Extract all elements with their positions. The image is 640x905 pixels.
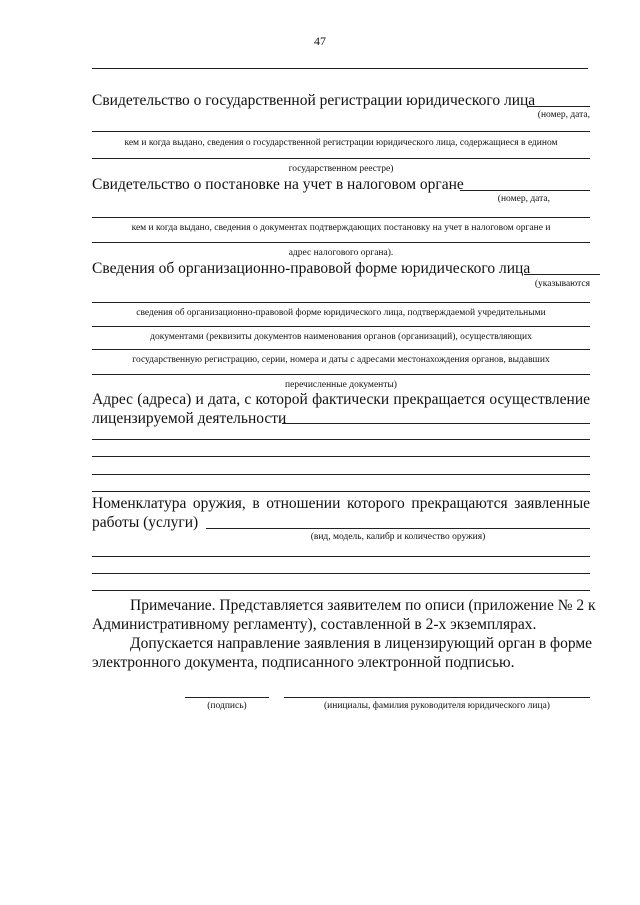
registration-hint-3: государственном реестре) [288, 164, 394, 174]
org-form-line-4[interactable] [92, 349, 590, 350]
weapons-field-line-1[interactable] [206, 528, 590, 529]
tax-label: Свидетельство о постановке на учет в налоговом органе [92, 176, 464, 193]
tax-hint-2: кем и когда выдано, сведения о документах подтверждающих постановку на учет в налоговом органе и [131, 223, 551, 233]
note-p1-line-1: Примечание. Представляется заявителем по описи (приложение № 2 к [130, 597, 596, 614]
org-form-hint-3: документами (реквизиты документов наименования органов (организаций), осуществляющих [150, 332, 532, 342]
weapons-line-1: Номенклатура оружия, в отношении которого прекращаются заявленные [92, 495, 590, 512]
note-p1-line-2: Административному регламенту), составленной в 2-х экземплярах. [92, 616, 537, 633]
org-form-line-5[interactable] [92, 374, 590, 375]
weapons-field-line-3[interactable] [92, 573, 590, 574]
page-number: 47 [314, 34, 326, 48]
address-field-line-4[interactable] [92, 474, 590, 475]
registration-line-3[interactable] [92, 158, 590, 159]
tax-hint-1: (номер, дата, [497, 194, 550, 204]
tax-hint-3: адрес налогового органа). [288, 248, 394, 258]
org-form-hint-2: сведения об организационно-правовой форме юридического лица, подтверждаемой учредительными [136, 308, 546, 318]
tax-line-3[interactable] [92, 242, 590, 243]
address-field-line-1[interactable] [282, 423, 590, 424]
weapons-line-2: работы (услуги) [92, 514, 199, 531]
tax-field-line[interactable] [460, 190, 590, 191]
registration-line-2[interactable] [92, 131, 590, 132]
note-p2-line-2: электронного документа, подписанного электронной подписью. [92, 654, 515, 671]
org-form-hint-1: (указываются [534, 279, 590, 289]
org-form-line-3[interactable] [92, 326, 590, 327]
signature-label: (подпись) [207, 701, 247, 711]
address-line-1: Адрес (адреса) и дата, с которой фактически прекращается осуществление [92, 391, 590, 408]
org-form-hint-4: государственную регистрацию, серии, номера и даты с адресами местонахождения органов, выдавших [132, 355, 550, 365]
top-rule [92, 68, 588, 69]
registration-field-line[interactable] [528, 106, 590, 107]
note-p2-line-1: Допускается направление заявления в лицензирующий орган в форме [130, 635, 593, 652]
name-line[interactable] [284, 697, 590, 698]
registration-hint-2: кем и когда выдано, сведения о государственной регистрации юридического лица, содержащиеся в едином [124, 138, 558, 148]
weapons-field-line-4[interactable] [92, 590, 590, 591]
org-form-field-line[interactable] [524, 274, 600, 275]
weapons-hint: (вид, модель, калибр и количество оружия) [310, 532, 486, 542]
registration-hint-1: (номер, дата, [537, 110, 590, 120]
name-label: (инициалы, фамилия руководителя юридического лица) [324, 701, 550, 711]
address-field-line-5[interactable] [92, 491, 590, 492]
signature-line[interactable] [185, 697, 269, 698]
org-form-hint-5: перечисленные документы) [285, 380, 397, 390]
registration-label: Свидетельство о государственной регистрации юридического лица [92, 92, 536, 109]
weapons-field-line-2[interactable] [92, 556, 590, 557]
address-field-line-2[interactable] [92, 439, 590, 440]
org-form-line-2[interactable] [92, 302, 590, 303]
org-form-label: Сведения об организационно-правовой форме юридического лица [92, 260, 531, 277]
address-line-2: лицензируемой деятельности [92, 410, 287, 427]
tax-line-2[interactable] [92, 217, 590, 218]
address-field-line-3[interactable] [92, 456, 590, 457]
